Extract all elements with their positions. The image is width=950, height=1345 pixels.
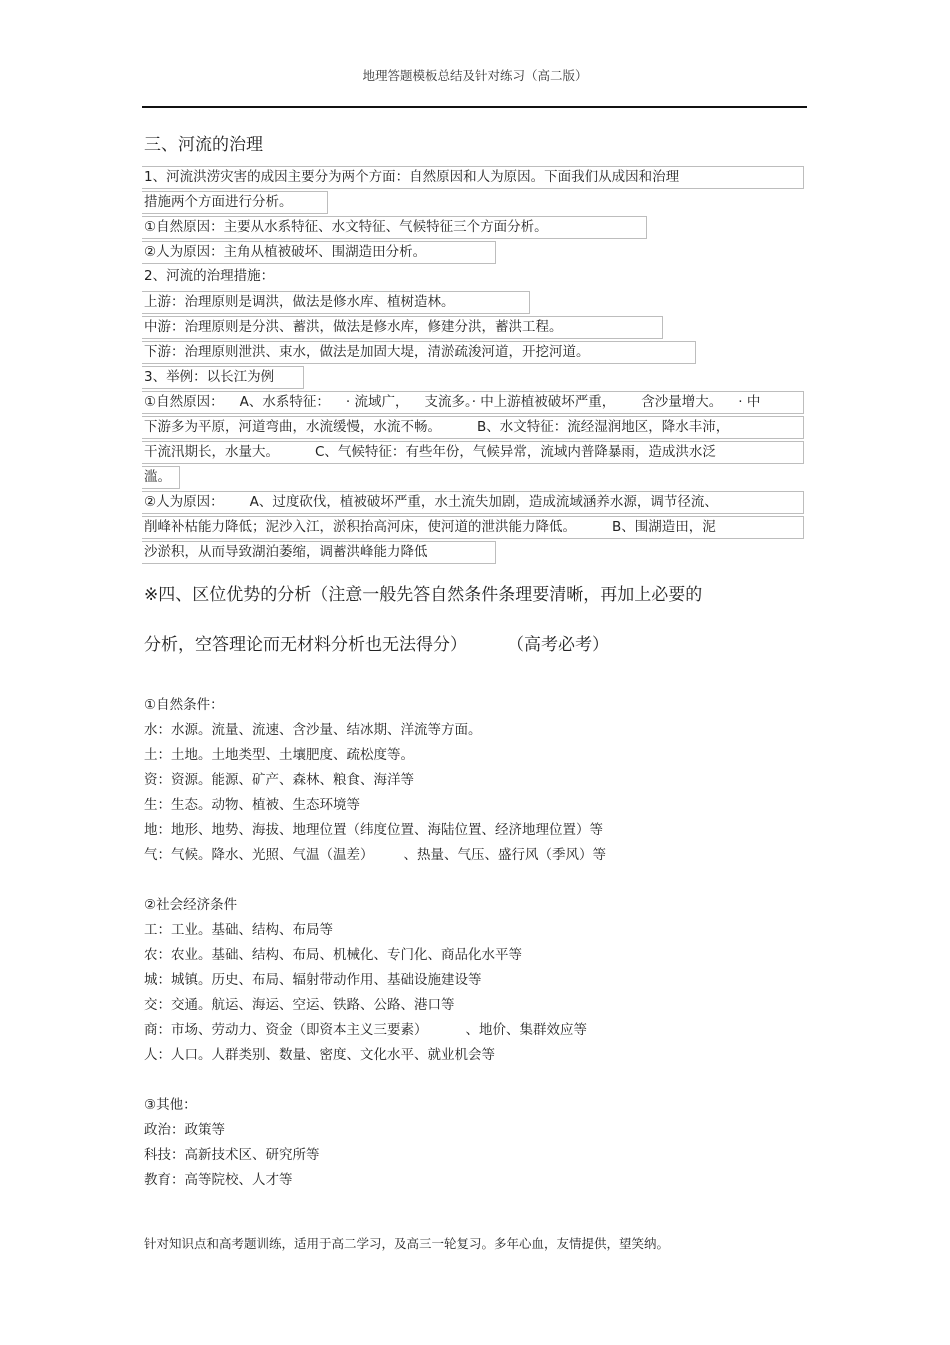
text-span: 削峰补枯能力降低；泥沙入江，淤积抬高河床，使河道的泄洪能力降低。 xyxy=(144,519,576,535)
list-item: 水：水源。流量、流速、含沙量、结冰期、洋流等方面。 xyxy=(144,722,482,738)
list-item: 农：农业。基础、结构、布局、机械化、专门化、商品化水平等 xyxy=(144,947,522,963)
text-span: 、热量、气压、盛行风（季风）等 xyxy=(403,847,606,863)
text-line: 下游：治理原则泄洪、束水，做法是加固大堤，清淤疏浚河道，开挖河道。 xyxy=(142,341,696,364)
text-line xyxy=(142,516,804,539)
text-line: 上游：治理原则是调洪，做法是修水库、植树造林。 xyxy=(142,291,530,314)
text-line xyxy=(142,416,804,439)
subheading-other: ③其他： xyxy=(144,1097,197,1113)
text-line xyxy=(142,441,804,464)
text-span: 含沙量增大。 xyxy=(641,394,723,410)
text-line xyxy=(142,491,804,514)
list-item xyxy=(144,1018,587,1038)
text-span: A、过度砍伐，植被破坏严重，水土流失加剧，造成流域涵养水源，调节径流、 xyxy=(249,494,718,510)
text-line: 中游：治理原则是分洪、蓄洪，做法是修水库，修建分洪，蓄洪工程。 xyxy=(142,316,663,339)
text-span: B、围湖造田，泥 xyxy=(612,519,716,535)
page-header: 地理答题模板总结及针对练习（高二版） xyxy=(362,68,588,83)
text-span: ②人为原因： xyxy=(144,494,224,510)
text-line: 措施两个方面进行分析。 xyxy=(142,191,328,214)
list-item: 教育：高等院校、人才等 xyxy=(144,1172,293,1188)
text-line: ①自然原因：主要从水系特征、水文特征、气候特征三个方面分析。 xyxy=(142,216,647,239)
list-item: 工：工业。基础、结构、布局等 xyxy=(144,922,333,938)
text-line xyxy=(142,391,804,414)
list-item: 生：生态。动物、植被、生态环境等 xyxy=(144,797,360,813)
text-span: 下游多为平原，河道弯曲，水流缓慢，水流不畅。 xyxy=(144,419,441,435)
list-item: 土：土地。土地类型、土壤肥度、疏松度等。 xyxy=(144,747,414,763)
list-item: 人：人口。人群类别、数量、密度、文化水平、就业机会等 xyxy=(144,1047,495,1063)
text-span: · 中 xyxy=(738,394,761,410)
text-span: 分析，空答理论而无材料分析也无法得分） xyxy=(144,635,467,655)
exam-note: （高考必考） xyxy=(507,635,609,655)
text-span: 、地价、集群效应等 xyxy=(465,1022,587,1038)
text-line: 滥。 xyxy=(142,466,180,489)
section-title-location: ※四、区位优势的分析（注意一般先答自然条件条理要清晰，再加上必要的 xyxy=(144,585,703,605)
text-span: A、水系特征： xyxy=(239,394,330,410)
list-item: 资：资源。能源、矿产、森林、粮食、海洋等 xyxy=(144,772,414,788)
text-line: 3、举例：以长江为例 xyxy=(142,366,304,389)
text-line: 沙淤积，从而导致湖泊萎缩，调蓄洪峰能力降低 xyxy=(142,541,496,564)
header-rule xyxy=(142,106,807,108)
text-span: C、气候特征：有些年份，气候异常，流域内普降暴雨，造成洪水泛 xyxy=(315,444,716,460)
text-span: · 流域广， xyxy=(345,394,409,410)
text-span: 气：气候。降水、光照、气温（温差） xyxy=(144,847,374,863)
section-title-location-cont xyxy=(144,630,609,655)
section-title-river: 三、河流的治理 xyxy=(144,135,263,155)
list-item: 地：地形、地势、海拔、地理位置（纬度位置、海陆位置、经济地理位置）等 xyxy=(144,822,603,838)
text-line: 1、河流洪涝灾害的成因主要分为两个方面：自然原因和人为原因。下面我们从成因和治理 xyxy=(142,166,804,189)
page-footer: 针对知识点和高考题训练，适用于高二学习，及高三一轮复习。多年心血，友情提供，望笑纳。 xyxy=(144,1236,670,1251)
list-item xyxy=(144,843,606,863)
text-span: B、水文特征：流经湿润地区，降水丰沛， xyxy=(477,419,730,435)
text-span: 支流多。· 中上游植被破坏严重， xyxy=(424,394,616,410)
text-span: ①自然原因： xyxy=(144,394,224,410)
list-item: 城：城镇。历史、布局、辐射带动作用、基础设施建设等 xyxy=(144,972,482,988)
list-item: 交：交通。航运、海运、空运、铁路、公路、港口等 xyxy=(144,997,455,1013)
subheading-social: ②社会经济条件 xyxy=(144,897,238,913)
text-line: ②人为原因：主角从植被破坏、围湖造田分析。 xyxy=(142,241,496,264)
list-item: 政治：政策等 xyxy=(144,1122,225,1138)
text-span: 干流汛期长，水量大。 xyxy=(144,444,279,460)
text-span: 商：市场、劳动力、资金（即资本主义三要素） xyxy=(144,1022,428,1038)
list-item: 科技：高新技术区、研究所等 xyxy=(144,1147,320,1163)
text-line: 2、河流的治理措施： xyxy=(144,268,275,284)
subheading-natural: ①自然条件： xyxy=(144,697,224,713)
